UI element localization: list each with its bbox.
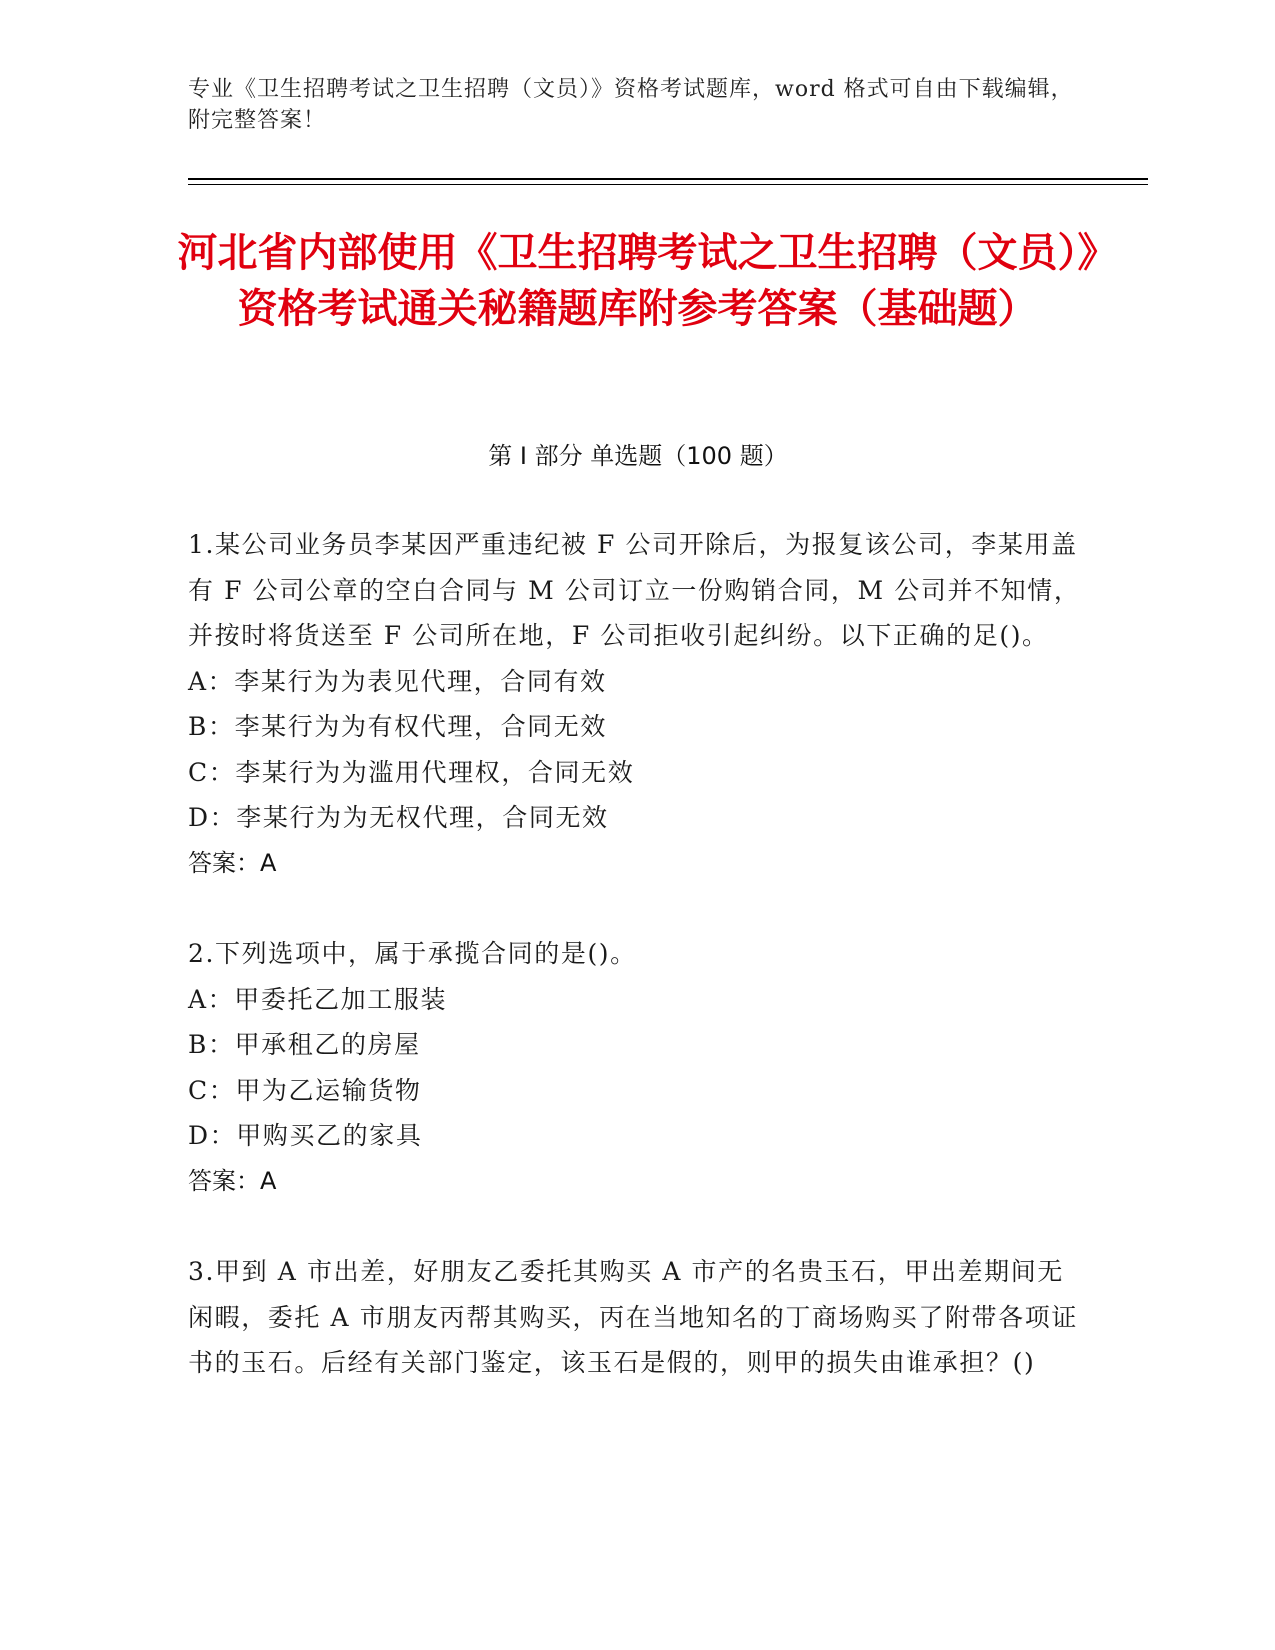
option-b: B：李某行为为有权代理，合同无效 xyxy=(188,712,607,741)
question-list xyxy=(188,522,1088,1431)
question-stem: 3.甲到 A 市出差，好朋友乙委托其购买 A 市产的名贵玉石，甲出差期间无闲暇，委托 A 市朋友丙帮其购买，丙在当地知名的丁商场购买了附带各项证书的玉石。后经有关部门鉴定，该玉石是假的，则甲的损失由谁承担？() xyxy=(188,1257,1078,1377)
header-note: 专业《卫生招聘考试之卫生招聘（文员）》资格考试题库，word 格式可自由下载编辑，附完整答案！ xyxy=(188,77,1074,133)
question-3 xyxy=(188,1249,1088,1386)
header-rule-thick xyxy=(188,178,1148,180)
question-stem: 2.下列选项中，属于承揽合同的是()。 xyxy=(188,939,637,968)
answer-label: 答案：A xyxy=(188,848,277,877)
option-d: D：甲购买乙的家具 xyxy=(188,1121,423,1150)
document-title: 河北省内部使用《卫生招聘考试之卫生招聘（文员）》资格考试通关秘籍题库附参考答案（基础题） xyxy=(177,230,1098,332)
option-c: C：甲为乙运输货物 xyxy=(188,1075,422,1105)
answer-label: 答案：A xyxy=(188,1166,277,1195)
option-b: B：甲承租乙的房屋 xyxy=(188,1030,421,1059)
question-1 xyxy=(188,522,1088,886)
option-a: A：李某行为为表见代理，合同有效 xyxy=(188,666,607,696)
option-d: D：李某行为为无权代理，合同无效 xyxy=(188,803,609,832)
question-2 xyxy=(188,931,1088,1204)
header-rule-thin xyxy=(188,184,1148,185)
option-c: C：李某行为为滥用代理权，合同无效 xyxy=(188,757,635,787)
question-stem: 1.某公司业务员李某因严重违纪被 F 公司开除后，为报复该公司，李某用盖有 F 公司公章的空白合同与 M 公司订立一份购销合同，M 公司并不知情，并按时将货送至 F 公司所在地，F 公司拒收引起纠纷。以下正确的足()。 xyxy=(188,530,1081,650)
section-title: 第 I 部分 单选题（100 题） xyxy=(488,442,788,470)
option-a: A：甲委托乙加工服装 xyxy=(188,984,448,1014)
